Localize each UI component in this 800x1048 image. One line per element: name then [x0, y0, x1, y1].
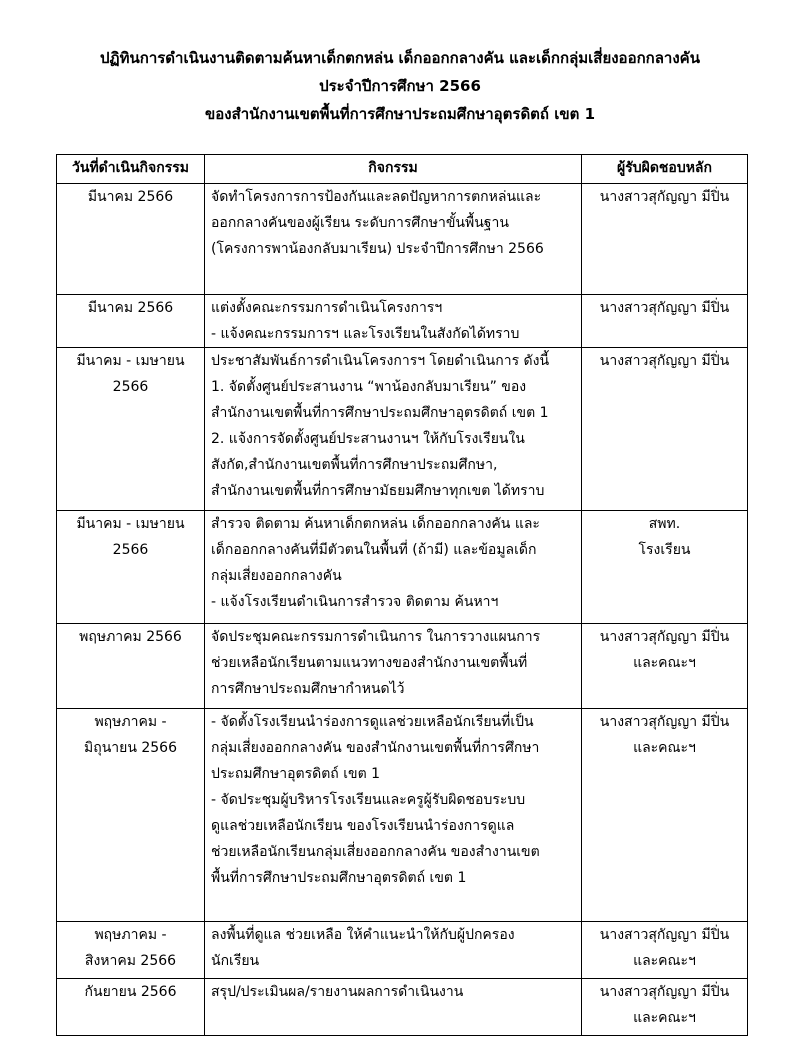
date-cell — [57, 979, 205, 1036]
activity-line: - แจ้งโรงเรียนดำเนินการสำรวจ ติดตาม ค้นหาฯ — [211, 594, 499, 610]
activity-cell — [205, 295, 582, 348]
activity-cell — [205, 624, 582, 709]
date-cell — [57, 348, 205, 511]
title-line-3: ของสำนักงานเขตพื้นที่การศึกษาประถมศึกษาอุตรดิตถ์ เขต 1 — [204, 105, 596, 123]
date-line: มิถุนายน 2566 — [84, 740, 177, 756]
activity-line: ช่วยเหลือนักเรียนตามแนวทางของสำนักงานเขตพื้นที่ — [211, 655, 528, 671]
date-line: สิงหาคม 2566 — [84, 953, 177, 969]
table-row — [57, 511, 748, 624]
header-owner: ผู้รับผิดชอบหลัก — [582, 155, 748, 184]
owner-line: และคณะฯ — [633, 1010, 696, 1026]
date-cell — [57, 511, 205, 624]
date-line: มีนาคม 2566 — [87, 189, 174, 205]
activity-line: จัดทำโครงการการป้องกันและลดปัญหาการตกหล่นและ — [211, 189, 542, 205]
date-cell — [57, 295, 205, 348]
owner-line: และคณะฯ — [633, 655, 696, 671]
activity-line: ช่วยเหลือนักเรียนกลุ่มเสี่ยงออกกลางคัน ของสำงานเขต — [211, 844, 540, 860]
activity-line: สำนักงานเขตพื้นที่การศึกษามัธยมศึกษาทุกเขต ได้ทราบ — [211, 483, 545, 499]
date-line: 2566 — [112, 542, 149, 558]
activity-line: แต่งตั้งคณะกรรมการดำเนินโครงการฯ — [211, 300, 443, 316]
owner-line: นางสาวสุกัญญา มีปิ่น — [599, 189, 730, 205]
activity-cell — [205, 348, 582, 511]
activity-line: นักเรียน — [211, 953, 260, 969]
owner-line: นางสาวสุกัญญา มีปิ่น — [599, 714, 730, 730]
activity-line: ออกกลางคันของผู้เรียน ระดับการศึกษาขั้นพื้นฐาน — [211, 215, 509, 231]
activity-line: พื้นที่การศึกษาประถมศึกษาอุตรดิตถ์ เขต 1 — [211, 870, 467, 886]
table-row — [57, 709, 748, 922]
owner-cell — [582, 184, 748, 295]
activity-line: จัดประชุมคณะกรรมการดำเนินการ ในการวางแผนการ — [211, 629, 541, 645]
date-line: พฤษภาคม - — [94, 714, 167, 730]
activity-line: กลุ่มเสี่ยงออกกลางคัน — [211, 568, 342, 584]
owner-line: นางสาวสุกัญญา มีปิ่น — [599, 984, 730, 1000]
title-line-1: ปฏิทินการดำเนินงานติดตามค้นหาเด็กตกหล่น เด็กออกกลางคัน และเด็กกลุ่มเสี่ยงออกกลางคัน — [100, 49, 700, 67]
date-line: มีนาคม - เมษายน — [76, 353, 185, 369]
date-cell — [57, 624, 205, 709]
activity-line: ประชาสัมพันธ์การดำเนินโครงการฯ โดยดำเนินการ ดังนี้ — [211, 353, 550, 369]
owner-line: สพท. — [648, 516, 681, 532]
date-line: พฤษภาคม 2566 — [79, 629, 182, 645]
activity-cell — [205, 511, 582, 624]
table-row — [57, 184, 748, 295]
owner-line: และคณะฯ — [633, 740, 696, 756]
activity-line: สำรวจ ติดตาม ค้นหาเด็กตกหล่น เด็กออกกลางคัน และ — [211, 516, 540, 532]
date-line: มีนาคม - เมษายน — [76, 516, 185, 532]
owner-line: โรงเรียน — [638, 542, 691, 558]
table-header-row — [57, 155, 748, 184]
activity-line: สังกัด,สำนักงานเขตพื้นที่การศึกษาประถมศึกษา, — [211, 457, 498, 473]
owner-cell — [582, 979, 748, 1036]
title-line-2: ประจำปีการศึกษา 2566 — [319, 77, 481, 95]
owner-cell — [582, 709, 748, 922]
activity-line: ประถมศึกษาอุตรดิตถ์ เขต 1 — [211, 766, 381, 782]
date-line: 2566 — [112, 379, 149, 395]
header-date: วันที่ดำเนินกิจกรรม — [57, 155, 205, 184]
activity-cell — [205, 709, 582, 922]
activity-cell — [205, 979, 582, 1036]
date-cell — [57, 709, 205, 922]
table-row — [57, 348, 748, 511]
activity-cell — [205, 922, 582, 979]
activity-line: สรุป/ประเมินผล/รายงานผลการดำเนินงาน — [211, 984, 464, 1000]
activity-line: - จัดตั้งโรงเรียนนำร่องการดูแลช่วยเหลือนักเรียนที่เป็น — [211, 714, 534, 730]
activity-line: กลุ่มเสี่ยงออกกลางคัน ของสำนักงานเขตพื้นที่การศึกษา — [211, 740, 540, 756]
schedule-table — [56, 154, 748, 1036]
activity-line: ลงพื้นที่ดูแล ช่วยเหลือ ให้คำแนะนำให้กับผู้ปกครอง — [211, 927, 515, 943]
date-line: กันยายน 2566 — [84, 984, 177, 1000]
date-cell — [57, 184, 205, 295]
activity-line: (โครงการพาน้องกลับมาเรียน) ประจำปีการศึกษา 2566 — [211, 241, 544, 257]
owner-line: นางสาวสุกัญญา มีปิ่น — [599, 927, 730, 943]
date-cell — [57, 922, 205, 979]
date-line: มีนาคม 2566 — [87, 300, 174, 316]
activity-line: สำนักงานเขตพื้นที่การศึกษาประถมศึกษาอุตรดิตถ์ เขต 1 — [211, 405, 549, 421]
table-row — [57, 979, 748, 1036]
owner-cell — [582, 295, 748, 348]
table-row — [57, 922, 748, 979]
activity-line: 1. จัดตั้งศูนย์ประสานงาน “พาน้องกลับมาเรียน” ของ — [211, 379, 527, 395]
table-row — [57, 624, 748, 709]
header-activity: กิจกรรม — [205, 155, 582, 184]
owner-line: และคณะฯ — [633, 953, 696, 969]
date-line: พฤษภาคม - — [94, 927, 167, 943]
activity-line: เด็กออกกลางคันที่มีตัวตนในพื้นที่ (ถ้ามี) และข้อมูลเด็ก — [211, 542, 537, 558]
activity-line: ดูแลช่วยเหลือนักเรียน ของโรงเรียนนำร่องการดูแล — [211, 818, 515, 834]
owner-line: นางสาวสุกัญญา มีปิ่น — [599, 629, 730, 645]
owner-cell — [582, 348, 748, 511]
activity-cell — [205, 184, 582, 295]
activity-line: - จัดประชุมผู้บริหารโรงเรียนและครูผู้รับผิดชอบระบบ — [211, 792, 526, 808]
owner-cell — [582, 624, 748, 709]
table-row — [57, 295, 748, 348]
owner-line: นางสาวสุกัญญา มีปิ่น — [599, 353, 730, 369]
activity-line: 2. แจ้งการจัดตั้งศูนย์ประสานงานฯ ให้กับโรงเรียนใน — [211, 431, 525, 447]
activity-line: - แจ้งคณะกรรมการฯ และโรงเรียนในสังกัดได้ทราบ — [211, 326, 520, 342]
document-title — [0, 44, 800, 128]
owner-cell — [582, 511, 748, 624]
owner-cell — [582, 922, 748, 979]
activity-line: การศึกษาประถมศึกษากำหนดไว้ — [211, 681, 405, 697]
owner-line: นางสาวสุกัญญา มีปิ่น — [599, 300, 730, 316]
